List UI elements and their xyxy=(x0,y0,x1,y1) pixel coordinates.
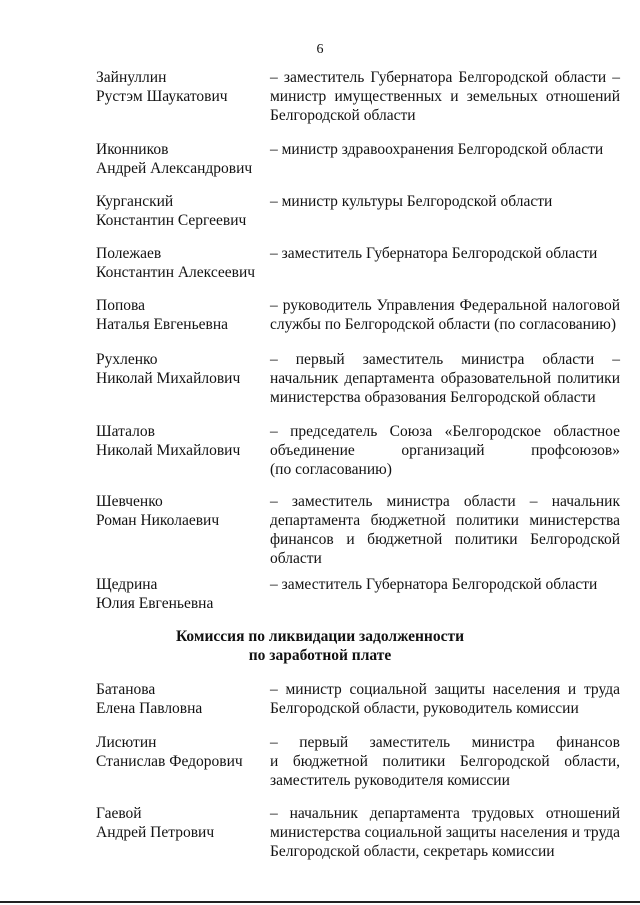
member-name xyxy=(96,733,264,771)
member-role xyxy=(270,733,620,790)
member-given-name: Андрей Петрович xyxy=(96,824,215,841)
member-given-name: Роман Николаевич xyxy=(96,512,220,529)
role-line: Белгородской области xyxy=(270,107,416,124)
member-name xyxy=(96,140,264,178)
member-name xyxy=(96,804,264,842)
member-given-name: Андрей Александрович xyxy=(96,160,253,177)
member-surname: Попова xyxy=(96,297,145,314)
role-line: – министр здравоохранения Белгородской области xyxy=(270,141,604,158)
commission-title-line: по заработной плате xyxy=(248,647,392,664)
member-role xyxy=(270,804,620,861)
role-line: министр имущественных и земельных отношений xyxy=(270,88,620,105)
member-role xyxy=(270,244,620,263)
role-line: министерства образования Белгородской области xyxy=(270,389,596,406)
member-given-name: Елена Павловна xyxy=(96,700,203,717)
member-surname: Щедрина xyxy=(96,576,158,593)
member-surname: Иконников xyxy=(96,141,169,158)
member-role xyxy=(270,68,620,125)
role-line: Белгородской области, руководитель комиссии xyxy=(270,700,579,717)
role-line: финансов и бюджетной политики Белгородской xyxy=(270,531,620,548)
role-line: – министр социальной защиты населения и труда xyxy=(270,681,620,698)
member-surname: Шаталов xyxy=(96,423,155,440)
member-name xyxy=(96,575,264,613)
role-line: – начальник департамента трудовых отношений xyxy=(270,805,620,822)
member-role xyxy=(270,422,620,479)
member-given-name: Станислав Федорович xyxy=(96,753,243,770)
role-line: министерства социальной защиты населения и труда xyxy=(270,824,620,841)
role-line: службы по Белгородской области (по согласованию) xyxy=(270,316,617,333)
member-role xyxy=(270,492,620,568)
member-name xyxy=(96,680,264,718)
role-line: – заместитель Губернатора Белгородской области xyxy=(270,576,598,593)
member-role xyxy=(270,140,620,159)
member-name xyxy=(96,422,264,460)
role-line: – первый заместитель министра финансов xyxy=(270,734,620,751)
member-given-name: Николай Михайлович xyxy=(96,370,241,387)
member-role xyxy=(270,680,620,718)
role-line: объединение организаций профсоюзов» xyxy=(270,442,620,459)
role-line: – заместитель министра области – начальник xyxy=(270,493,620,510)
member-given-name: Юлия Евгеньевна xyxy=(96,595,214,612)
member-given-name: Наталья Евгеньевна xyxy=(96,316,229,333)
member-surname: Батанова xyxy=(96,681,156,698)
member-surname: Гаевой xyxy=(96,805,142,822)
member-surname: Лисютин xyxy=(96,734,157,751)
member-name xyxy=(96,296,264,334)
role-line: – председатель Союза «Белгородское областное xyxy=(270,423,620,440)
member-name xyxy=(96,244,264,282)
member-surname: Полежаев xyxy=(96,245,162,262)
member-role xyxy=(270,296,620,334)
role-line: – заместитель Губернатора Белгородской области xyxy=(270,245,598,262)
member-role xyxy=(270,575,620,594)
role-line: (по согласованию) xyxy=(270,461,392,478)
role-line: – первый заместитель министра области – xyxy=(270,351,620,368)
role-line: – министр культуры Белгородской области xyxy=(270,193,553,210)
member-role xyxy=(270,192,620,211)
page-bottom-edge xyxy=(0,901,640,903)
member-name xyxy=(96,68,264,106)
member-given-name: Рустэм Шаукатович xyxy=(96,88,228,105)
member-surname: Зайнуллин xyxy=(96,69,167,86)
role-line: заместитель руководителя комиссии xyxy=(270,772,510,789)
role-line: и бюджетной политики Белгородской области, xyxy=(270,753,620,770)
commission-title-line: Комиссия по ликвидации задолженности xyxy=(175,628,465,645)
member-role xyxy=(270,350,620,407)
page-number: 6 xyxy=(316,42,324,57)
role-line: Белгородской области, секретарь комиссии xyxy=(270,843,555,860)
member-given-name: Николай Михайлович xyxy=(96,442,241,459)
role-line: области xyxy=(270,550,322,567)
role-line: – руководитель Управления Федеральной налоговой xyxy=(270,297,620,314)
member-surname: Рухленко xyxy=(96,351,158,368)
role-line: – заместитель Губернатора Белгородской области – xyxy=(270,69,620,86)
member-given-name: Константин Алексеевич xyxy=(96,264,256,281)
member-name xyxy=(96,350,264,388)
role-line: департамента бюджетной политики министерства xyxy=(270,512,620,529)
member-given-name: Константин Сергеевич xyxy=(96,212,247,229)
member-surname: Шевченко xyxy=(96,493,163,510)
role-line: начальник департамента образовательной политики xyxy=(270,370,620,387)
commission-title xyxy=(0,627,640,665)
member-name xyxy=(96,192,264,230)
member-surname: Курганский xyxy=(96,193,174,210)
member-name xyxy=(96,492,264,530)
